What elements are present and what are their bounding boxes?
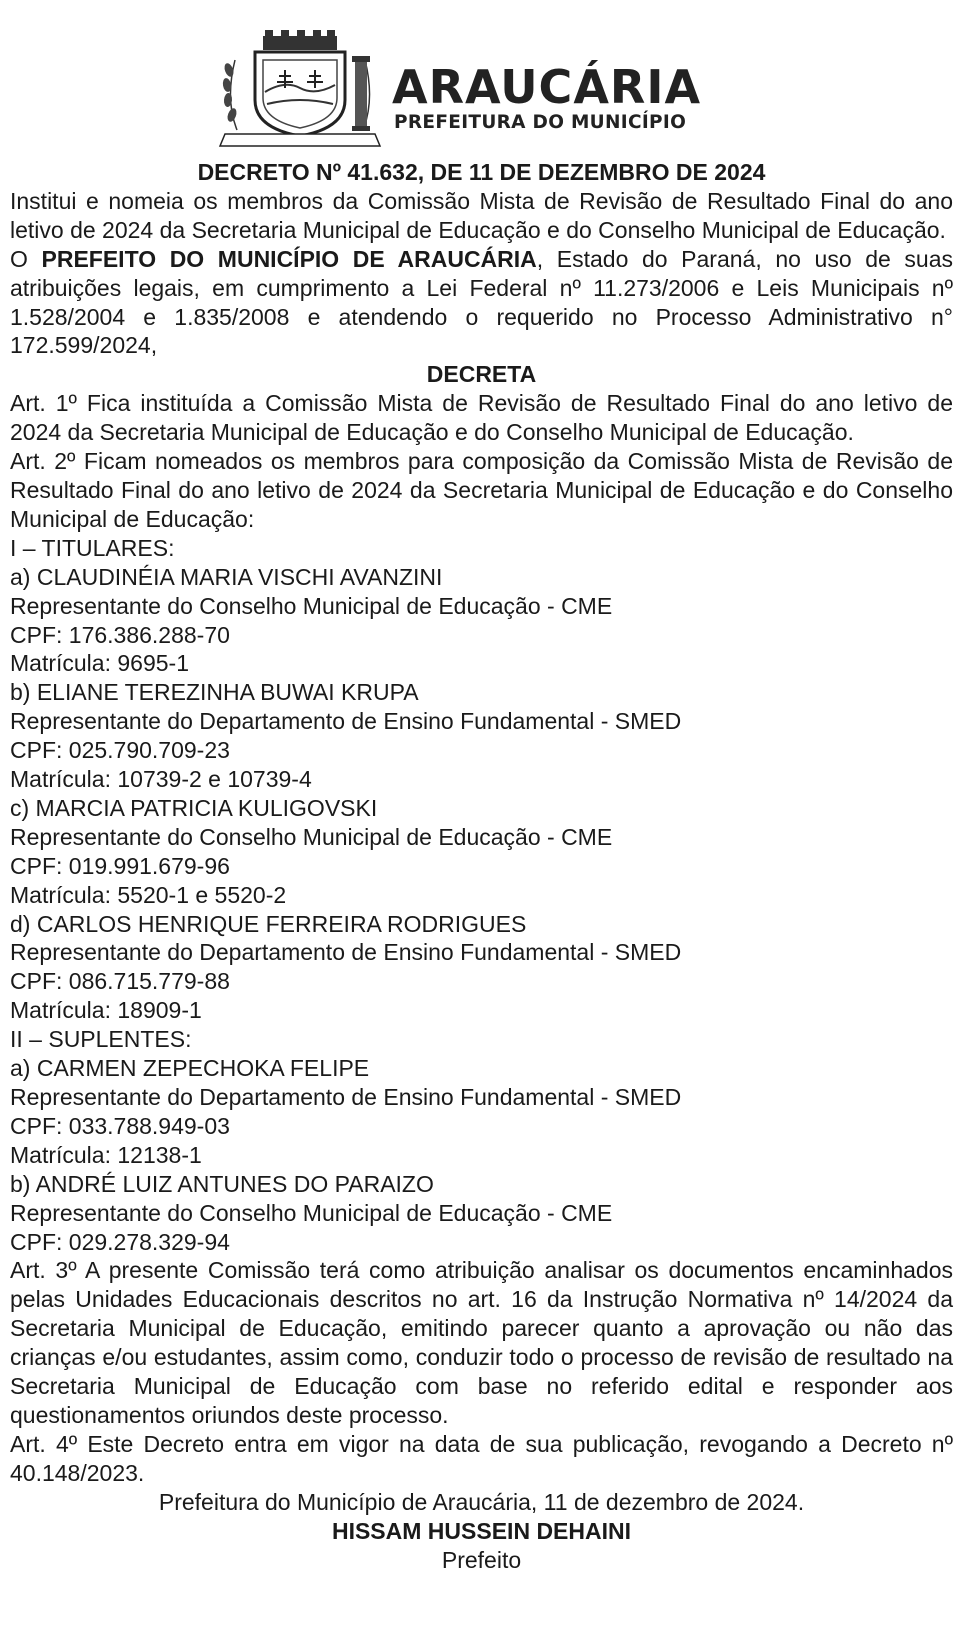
brand-name: ARAUCÁRIA: [392, 60, 702, 114]
member-entry: [10, 1054, 953, 1170]
header: [0, 20, 964, 150]
member-name: c) MARCIA PATRICIA KULIGOVSKI: [10, 794, 378, 821]
decreta-heading: DECRETA: [426, 361, 537, 388]
preamble-authority: PREFEITO DO MUNICÍPIO DE ARAUCÁRIA: [41, 245, 537, 272]
preamble-text: , Estado do Paraná, no uso de suas atribuições legais, em cumprimento a Lei Federal nº 11.273/2006 e Leis Municipais nº 1.528/2004 e 1.835/2008 e atendendo o requerido no Processo Administrativo n° 172.599/2024,: [10, 245, 953, 359]
article-1: Art. 1º Fica instituída a Comissão Mista de Revisão de Resultado Final do ano letivo de 2024 da Secretaria Municipal de Educação e do Conselho Municipal de Educação.: [10, 390, 953, 446]
member-name: b) ELIANE TEREZINHA BUWAI KRUPA: [10, 679, 419, 706]
member-role: Representante do Conselho Municipal de Educação - CME: [10, 823, 613, 850]
member-cpf: CPF: 176.386.288-70: [10, 621, 230, 648]
member-entry: [10, 678, 953, 794]
member-cpf: CPF: 019.991.679-96: [10, 852, 230, 879]
decree-title: DECRETO Nº 41.632, DE 11 DE DEZEMBRO DE 2024: [197, 159, 766, 185]
article-2: Art. 2º Ficam nomeados os membros para composição da Comissão Mista de Revisão de Resultado Final do ano letivo de 2024 da Secretaria Municipal de Educação e do Conselho Municipal de Educação:: [10, 448, 953, 532]
member-cpf: CPF: 029.278.329-94: [10, 1228, 230, 1255]
preamble-prefix: O: [10, 245, 42, 272]
member-role: Representante do Departamento de Ensino Fundamental - SMED: [10, 939, 682, 966]
decree-summary: Institui e nomeia os membros da Comissão Mista de Revisão de Resultado Final do ano letivo de 2024 da Secretaria Municipal de Educação e do Conselho Municipal de Educação.: [10, 187, 953, 243]
decree-preamble: [10, 245, 953, 361]
member-role: Representante do Departamento de Ensino Fundamental - SMED: [10, 1084, 682, 1110]
member-entry: [10, 910, 953, 1026]
member-role: Representante do Departamento de Ensino Fundamental - SMED: [10, 708, 682, 735]
member-cpf: CPF: 033.788.949-03: [10, 1112, 230, 1139]
brand-subtitle: PREFEITURA DO MUNICÍPIO: [394, 112, 687, 133]
decree-document: [10, 158, 953, 1574]
coat-of-arms-logo: [215, 30, 385, 150]
article-3: Art. 3º A presente Comissão terá como atribuição analisar os documentos encaminhados pelas Unidades Educacionais descritos no art. 16 da Instrução Normativa nº 14/2024 da Secretaria Municipal de Educação, emitindo parecer quanto a aprovação ou não das crianças e/ou estudantes, assim como, conduzir todo o processo de revisão de resultado na Secretaria Municipal de Educação com base no referido edital e responder aos questionamentos oriundos deste processo.: [10, 1257, 953, 1428]
titulares-heading: I – TITULARES:: [10, 534, 175, 561]
member-entry: [10, 1170, 953, 1257]
member-name: a) CARMEN ZEPECHOKA FELIPE: [10, 1055, 370, 1082]
member-role: Representante do Conselho Municipal de Educação - CME: [10, 1199, 613, 1226]
member-cpf: CPF: 086.715.779-88: [10, 968, 230, 995]
member-cpf: CPF: 025.790.709-23: [10, 737, 230, 764]
member-name: d) CARLOS HENRIQUE FERREIRA RODRIGUES: [10, 910, 527, 937]
member-name: b) ANDRÉ LUIZ ANTUNES DO PARAIZO: [10, 1170, 434, 1197]
member-matricula: Matrícula: 10739-2 e 10739-4: [10, 766, 312, 793]
article-4: Art. 4º Este Decreto entra em vigor na data de sua publicação, revogando a Decreto nº 40.148/2023.: [10, 1430, 953, 1486]
member-name: a) CLAUDINÉIA MARIA VISCHI AVANZINI: [10, 563, 443, 590]
member-matricula: Matrícula: 12138-1: [10, 1141, 202, 1168]
member-role: Representante do Conselho Municipal de Educação - CME: [10, 592, 613, 619]
place-date: Prefeitura do Município de Araucária, 11 de dezembro de 2024.: [158, 1488, 805, 1515]
signatory-title: Prefeito: [441, 1546, 522, 1573]
suplentes-heading: II – SUPLENTES:: [10, 1026, 192, 1053]
member-matricula: Matrícula: 5520-1 e 5520-2: [10, 881, 287, 908]
member-entry: [10, 794, 953, 910]
signatory-name: HISSAM HUSSEIN DEHAINI: [331, 1517, 632, 1544]
member-matricula: Matrícula: 9695-1: [10, 650, 189, 677]
member-matricula: Matrícula: 18909-1: [10, 997, 202, 1024]
member-entry: [10, 563, 953, 679]
